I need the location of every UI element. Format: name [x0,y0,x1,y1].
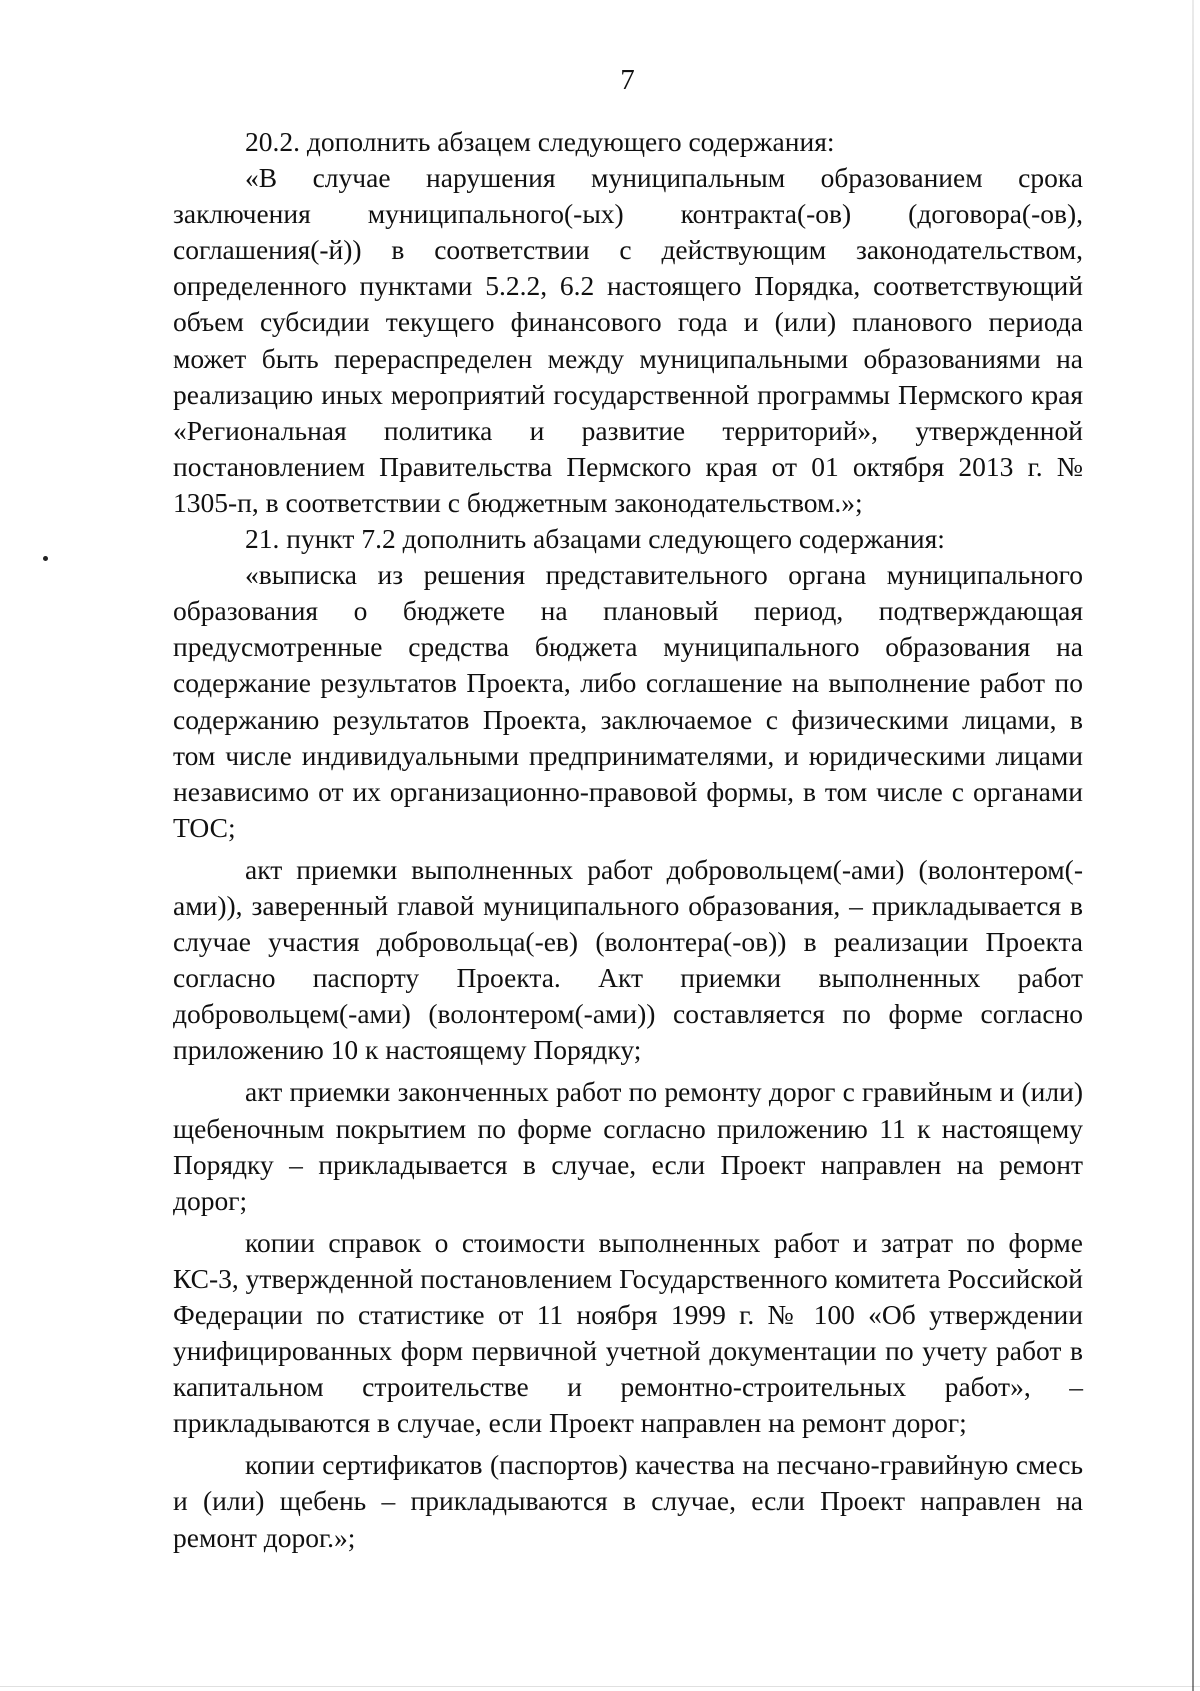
paragraph-quality-certificates: копии сертификатов (паспортов) качества на песчано-гравийную смесь и (или) щебень – прикладываются в случае, если Проект направлен на ремонт дорог.»; [173,1449,1083,1553]
paragraph-ks3-copies: копии справок о стоимости выполненных работ и затрат по форме КС-3, утвержденной постановлением Государственного комитета Российской Федерации по статистике от 11 ноября 1999 г. № 100 «Об утверждении унифицированных форм первичной учетной документации по учету работ в капитальном строительстве и ремонтно-строительных работ», – прикладываются в случае, если Проект направлен на ремонт дорог; [173,1226,1083,1439]
paragraph-volunteer-act: акт приемки выполненных работ добровольцем(-ами) (волонтером(-ами)), заверенный главой муниципального образования, – прикладывается в случае участия добровольца(-ев) (волонтера(-ов)) в реализации Проекта согласно паспорту Проекта. Акт приемки выполненных работ добровольцем(-ами) (волонтером(-ами)) составляется по форме согласно приложению 10 к настоящему Порядку; [173,853,1083,1066]
paragraph-budget-extract: «выписка из решения представительного органа муниципального образования о бюджете на плановый период, подтверждающая предусмотренные средства бюджета муниципального образования на содержание результатов Проекта, либо соглашение на выполнение работ по содержанию результатов Проекта, заключаемое с физическими лицами, в том числе индивидуальными предпринимателями, и юридическими лицами независимо от их организационно-правовой формы, в том числе с органами ТОС; [173,559,1083,843]
document-body [173,124,1083,1556]
paragraph-21-intro: 21. пункт 7.2 дополнить абзацами следующего содержания: [245,523,945,555]
page-number: 7 [620,64,635,96]
scan-speck [43,556,48,561]
paragraph-subsidy-redistribution: «В случае нарушения муниципальным образованием срока заключения муниципального(-ых) контракта(-ов) (договора(-ов), соглашения(-й)) в соответствии с действующим законодательством, определенного пунктами 5.2.2, 6.2 настоящего Порядка, соответствующий объем субсидии текущего финансового года и (или) планового периода может быть перераспределен между муниципальными образованиями на реализацию иных мероприятий государственной программы Пермского края «Региональная политика и развитие территорий», утвержденной постановлением Правительства Пермского края от 01 октября 2013 г. № 1305-п, в соответствии с бюджетным законодательством.»; [173,162,1083,518]
paragraph-20-2-intro: 20.2. дополнить абзацем следующего содержания: [245,126,835,157]
scan-bottom-edge [0,1686,1200,1687]
paragraph-road-repair-act: акт приемки законченных работ по ремонту дорог с гравийным и (или) щебеночным покрытием по форме согласно приложению 11 к настоящему Порядку – прикладывается в случае, если Проект направлен на ремонт дорог; [173,1076,1083,1216]
scan-edge-line [1192,0,1194,1691]
